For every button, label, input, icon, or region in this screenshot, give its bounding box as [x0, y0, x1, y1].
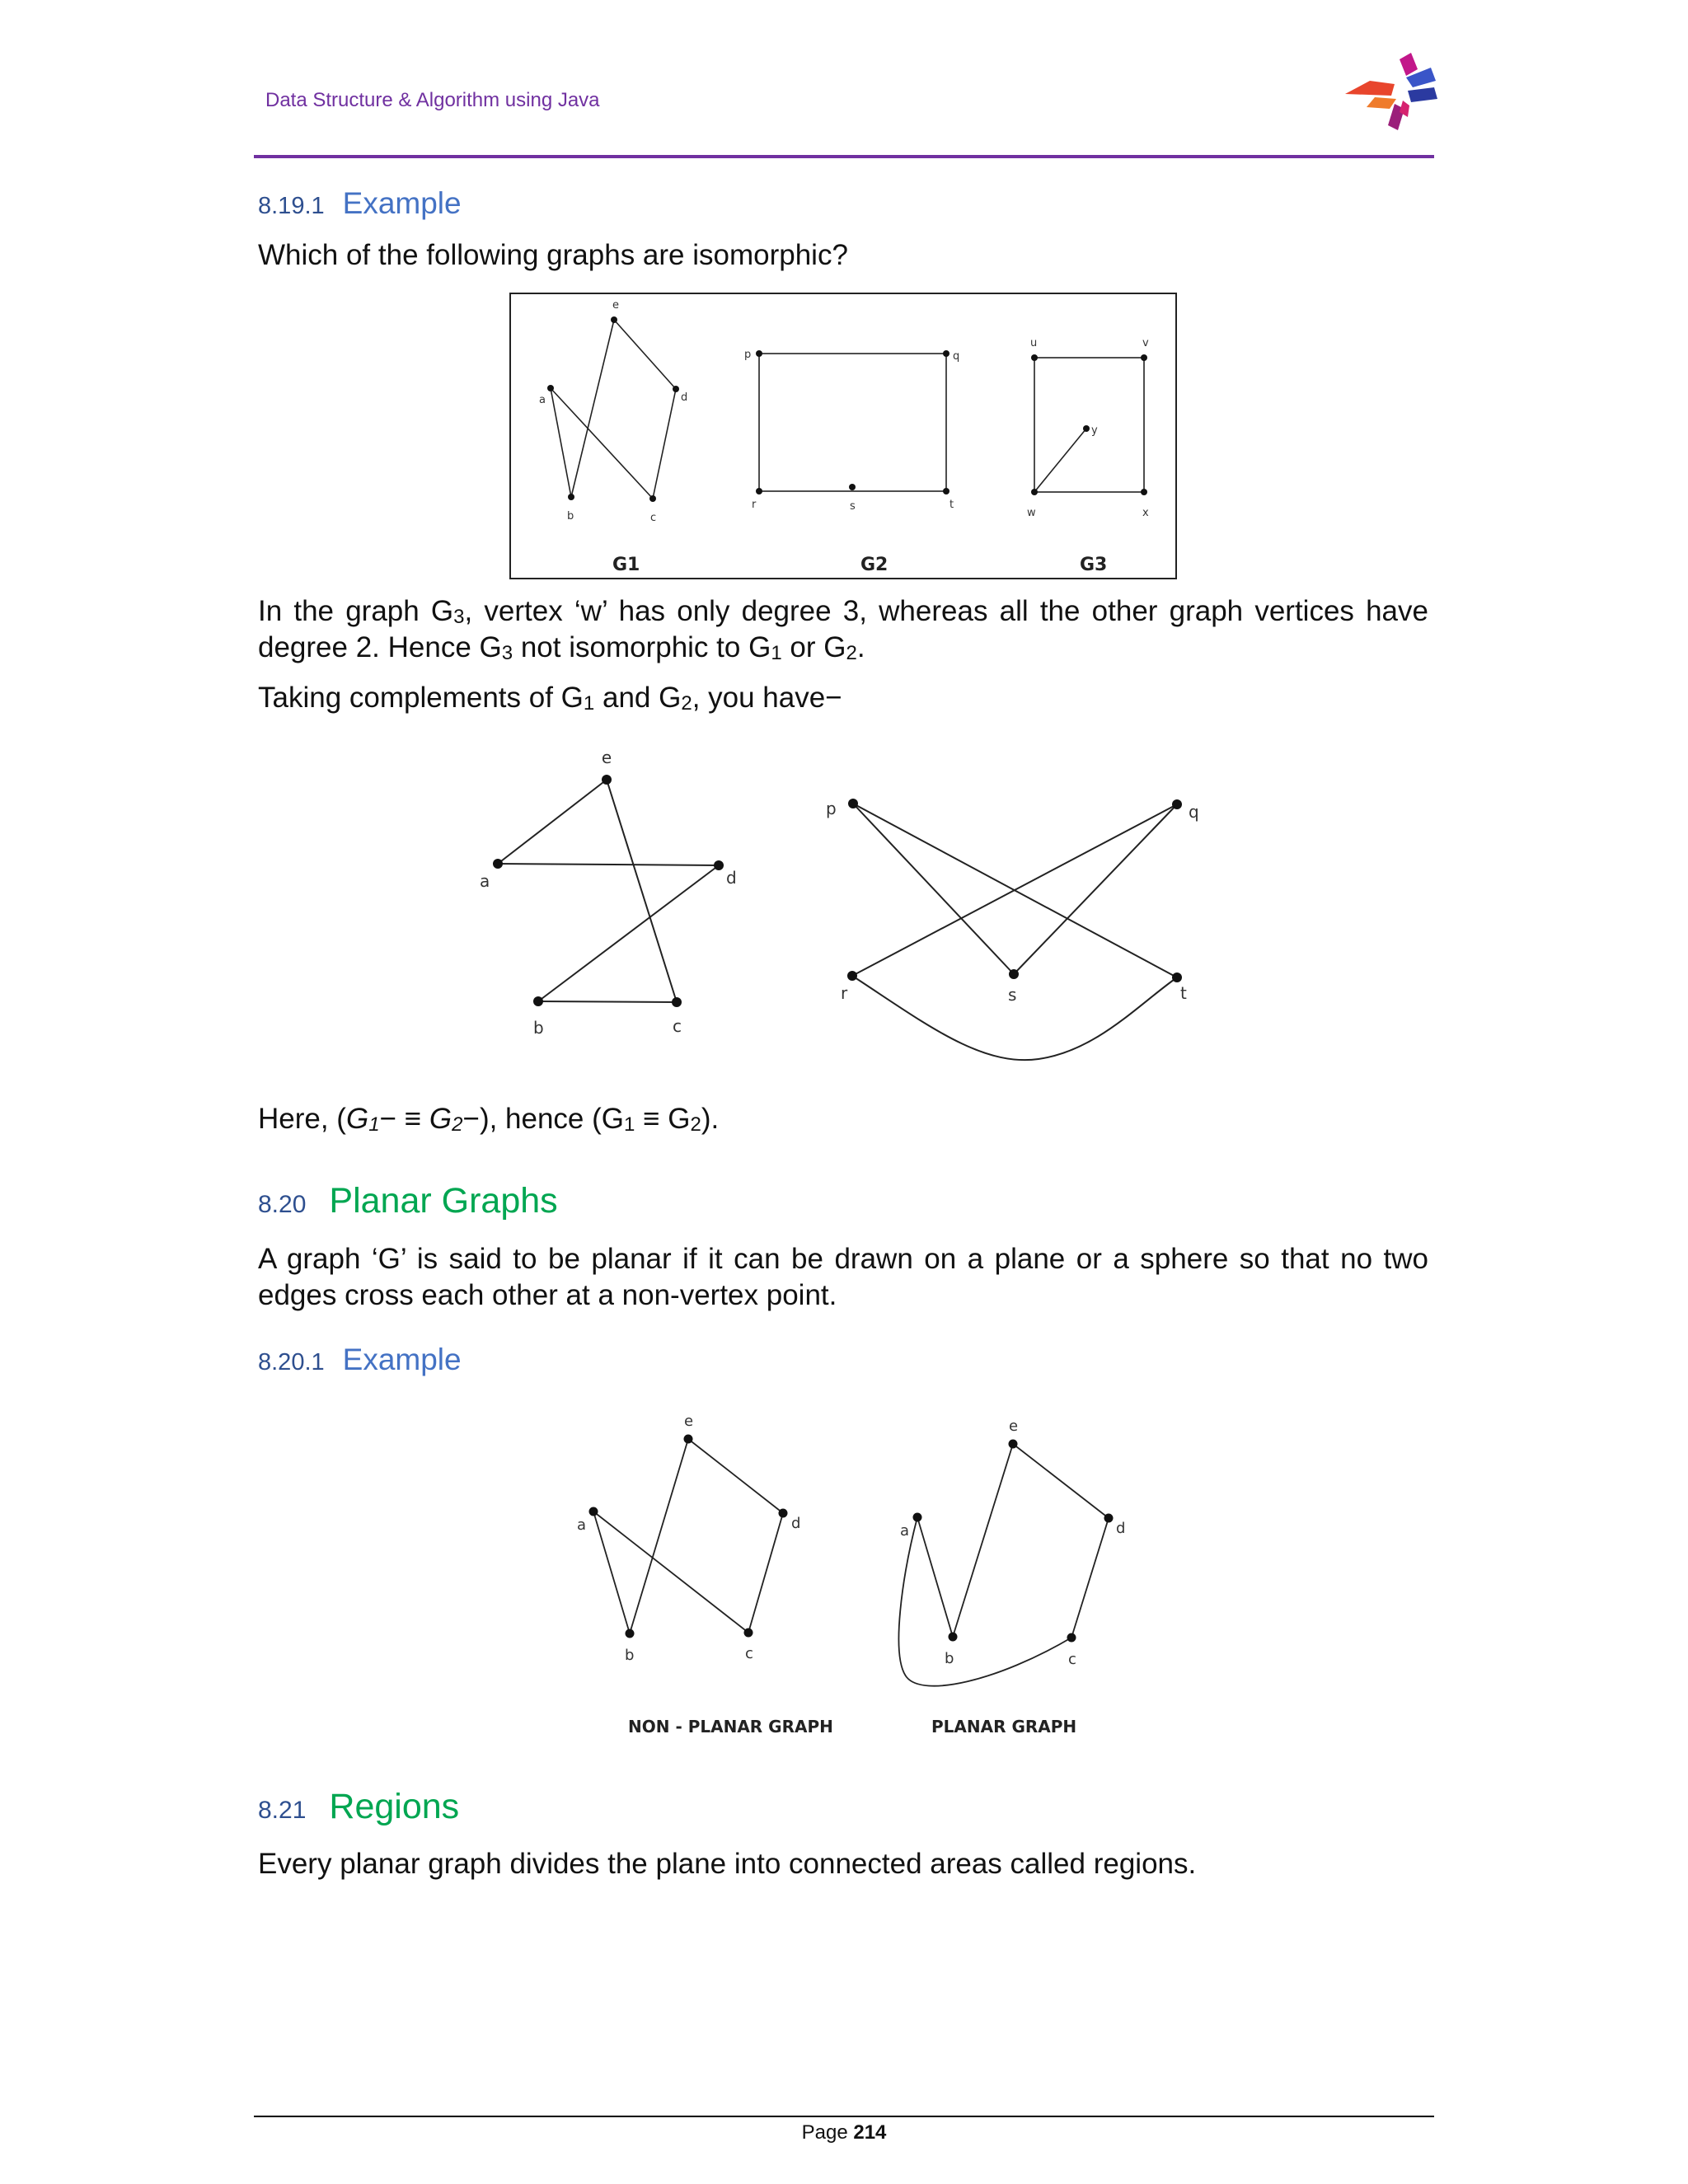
section-heading-8-20	[258, 1181, 558, 1221]
figure-complement-graphs	[462, 742, 1220, 1071]
page-footer	[0, 2121, 1688, 2144]
vertex-d	[1104, 1514, 1114, 1523]
vertex-a	[589, 1507, 598, 1516]
section-title: Example	[342, 1343, 462, 1376]
label-e: e	[1009, 1418, 1019, 1435]
label-b: b	[567, 510, 574, 523]
label-a: a	[480, 871, 490, 891]
label-v: v	[1142, 337, 1149, 349]
label-q: q	[953, 350, 960, 363]
paragraph-planar-definition: A graph ‘G’ is said to be planar if it can be drawn on a plane or a sphere so that no two edges cross each other at a non-vertex point.	[258, 1243, 1428, 1311]
vertex-c	[744, 1629, 753, 1638]
section-heading-8-20-1	[258, 1343, 462, 1377]
header-rule	[254, 155, 1434, 158]
section-title: Regions	[329, 1787, 460, 1826]
paragraph-complements: Taking complements of $G_1$ and $G_2$, you have−	[258, 682, 842, 715]
vertex-x	[1141, 489, 1147, 495]
vertex-a	[913, 1513, 922, 1522]
vertex-u	[1031, 354, 1038, 361]
vertex-c	[649, 495, 656, 502]
vertex-q	[943, 350, 950, 357]
question-text: Which of the following graphs are isomorphic?	[258, 239, 848, 271]
vertex-q	[1172, 799, 1182, 809]
running-header: Data Structure & Algorithm using Java	[265, 89, 600, 111]
vertex-d	[714, 860, 724, 870]
vertex-b	[949, 1633, 958, 1642]
label-p: p	[826, 799, 837, 818]
paragraph-regions: Every planar graph divides the plane into connected areas called regions.	[258, 1848, 1197, 1880]
vertex-p	[848, 799, 858, 808]
label-d: d	[726, 868, 737, 888]
label-a: a	[577, 1516, 587, 1534]
vertex-b	[533, 996, 543, 1006]
label-a: a	[539, 394, 546, 406]
label-r: r	[752, 499, 757, 511]
caption-planar: PLANAR GRAPH	[931, 1717, 1077, 1736]
label-t: t	[1180, 983, 1187, 1003]
label-c: c	[745, 1645, 753, 1662]
vertex-p	[756, 350, 762, 357]
label-u: u	[1030, 337, 1038, 349]
label-e: e	[684, 1413, 694, 1430]
vertex-a	[547, 385, 554, 391]
vertex-y	[1083, 425, 1090, 432]
caption-non-planar: NON - PLANAR GRAPH	[628, 1717, 833, 1736]
paragraph-conclusion: Here, $(G_1- \equiv G_2-)$, hence $(G_1 \equiv G_2)$.	[258, 1103, 720, 1136]
page-label: Page	[801, 2121, 848, 2144]
label-t: t	[950, 499, 954, 511]
label-a: a	[900, 1522, 910, 1540]
label-d: d	[791, 1515, 801, 1532]
footer-rule	[254, 2116, 1434, 2117]
vertex-r	[756, 488, 762, 494]
vertex-b	[568, 494, 574, 500]
figure-isomorphic-graphs	[509, 292, 1179, 580]
vertex-s	[1009, 969, 1019, 979]
label-y: y	[1091, 424, 1098, 437]
label-b: b	[945, 1650, 954, 1667]
vertex-e	[1009, 1440, 1018, 1449]
section-heading-8-21	[258, 1787, 459, 1827]
vertex-d	[779, 1509, 788, 1518]
page-number: 214	[853, 2121, 887, 2144]
paragraph-degree: In the graph $G_3$, vertex ‘w’ has only degree 3, whereas all the other graph vertices have degree 2. Hence $G_3$ not isomorphic to $G_1$ or $G_2$.	[258, 595, 1428, 664]
label-e: e	[601, 748, 612, 767]
vertex-e	[684, 1435, 693, 1444]
vertex-t	[943, 488, 950, 494]
caption-g3: G3	[1080, 555, 1108, 575]
vertex-c	[672, 997, 682, 1007]
section-number: 8.20	[258, 1191, 307, 1218]
section-title: Planar Graphs	[329, 1181, 558, 1221]
label-w: w	[1027, 507, 1036, 519]
section-number: 8.21	[258, 1797, 307, 1824]
label-r: r	[841, 983, 848, 1003]
vertex-r	[847, 971, 857, 981]
label-c: c	[650, 512, 657, 524]
vertex-w	[1031, 489, 1038, 495]
vertex-e	[611, 316, 617, 323]
label-x: x	[1142, 507, 1149, 519]
label-e: e	[612, 299, 619, 312]
label-c: c	[673, 1016, 682, 1036]
vertex-v	[1141, 354, 1147, 361]
label-s: s	[850, 500, 856, 513]
label-c: c	[1068, 1651, 1076, 1668]
publisher-logo	[1342, 51, 1439, 137]
vertex-a	[493, 859, 503, 869]
vertex-d	[673, 386, 679, 392]
caption-g2: G2	[860, 555, 889, 575]
label-b: b	[625, 1647, 635, 1664]
section-number: 8.19.1	[258, 193, 325, 219]
label-s: s	[1008, 985, 1017, 1005]
label-b: b	[533, 1018, 544, 1038]
vertex-t	[1172, 972, 1182, 982]
vertex-c	[1067, 1633, 1076, 1643]
section-title: Example	[342, 186, 462, 220]
figure-planar-graphs	[569, 1409, 1126, 1739]
section-heading-8-19-1	[258, 186, 462, 221]
vertex-b	[626, 1629, 635, 1638]
label-d: d	[681, 391, 688, 404]
label-q: q	[1189, 802, 1199, 822]
caption-g1: G1	[612, 555, 640, 575]
vertex-s	[849, 484, 856, 490]
vertex-e	[602, 775, 612, 785]
label-d: d	[1116, 1520, 1126, 1537]
label-p: p	[744, 349, 752, 361]
section-number: 8.20.1	[258, 1349, 325, 1376]
